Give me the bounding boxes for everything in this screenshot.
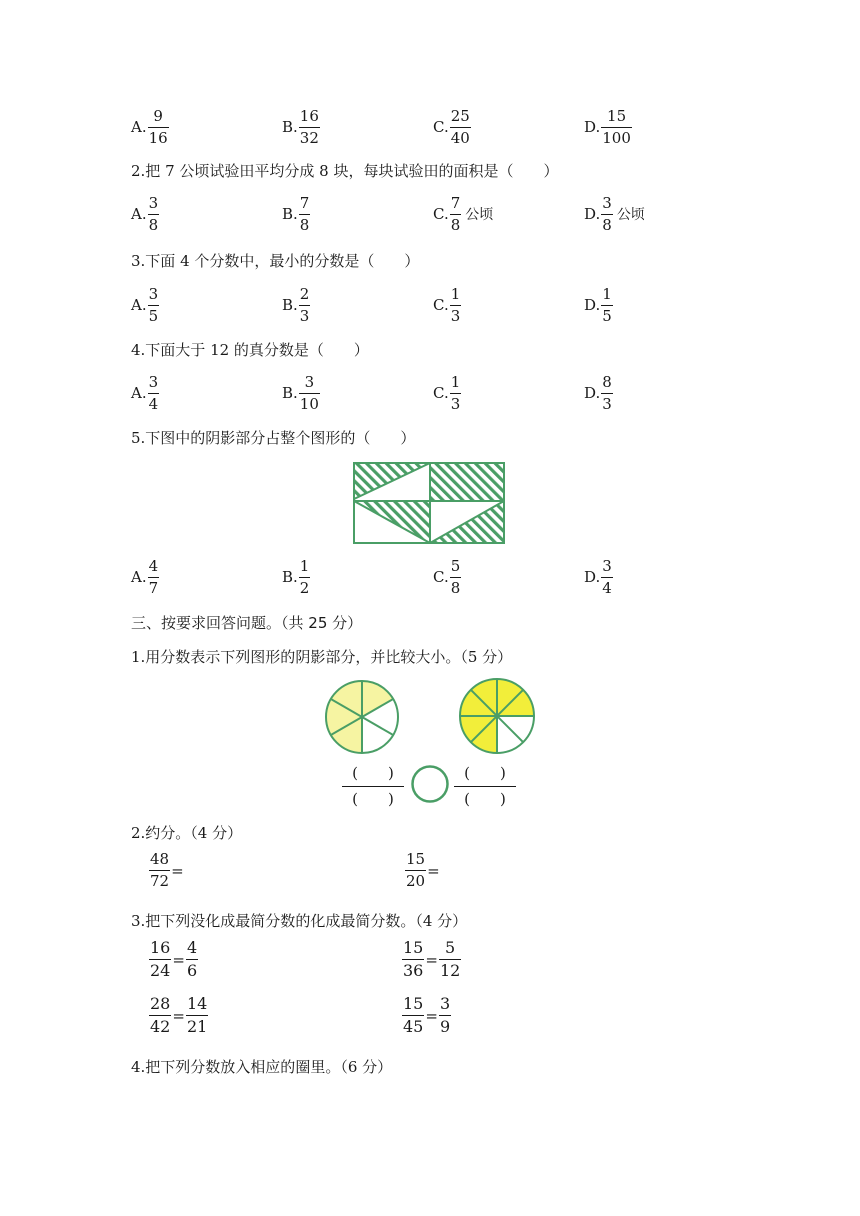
q1-option-b[interactable] — [282, 104, 320, 150]
blank-fraction-left[interactable] — [342, 764, 404, 807]
blank-numerator: ( ) — [464, 764, 506, 782]
option-label: C. — [433, 384, 449, 402]
q4-options — [0, 370, 860, 416]
q2-options — [0, 191, 860, 237]
q4-option-c[interactable] — [433, 370, 461, 416]
reduce-item-1[interactable] — [149, 852, 185, 889]
option-label: A. — [131, 384, 147, 402]
option-fraction: $\frac{1}{3}$ — [450, 284, 461, 325]
fraction: $\frac{15}{45}$ — [403, 994, 424, 1036]
option-label: C. — [433, 296, 449, 314]
q2-text: 2.把 7 公顷试验田平均分成 8 块，每块试验田的面积是（ ） — [131, 162, 559, 180]
option-fraction: $\frac{1}{3}$ — [450, 372, 461, 413]
q1-options — [0, 104, 860, 150]
option-fraction: $\frac{5}{8}$ — [450, 556, 461, 597]
fraction: $\frac{3}{9}$ — [439, 994, 451, 1036]
q4-option-b[interactable] — [282, 370, 320, 416]
option-fraction: $\frac{15}{100}$ — [602, 106, 631, 147]
q3-options — [0, 282, 860, 328]
option-label: D. — [584, 384, 601, 402]
fraction: $\frac{15}{20}$ — [406, 850, 426, 890]
option-fraction: $\frac{3}{4}$ — [148, 372, 159, 413]
option-fraction: $\frac{7}{8}$ — [450, 193, 461, 234]
option-fraction: $\frac{9}{16}$ — [148, 106, 168, 147]
q3-option-c[interactable] — [433, 282, 461, 328]
option-fraction: $\frac{4}{7}$ — [148, 556, 159, 597]
equals-sign: = — [171, 861, 184, 880]
q3-text: 3.下面 4 个分数中，最小的分数是（ ） — [131, 252, 420, 270]
q4-option-d[interactable] — [584, 370, 613, 416]
option-label: C. — [433, 118, 449, 136]
option-unit: 公顷 — [465, 207, 494, 223]
option-label: D. — [584, 296, 601, 314]
blank-fraction-right[interactable] — [454, 764, 516, 807]
simplify-item-4[interactable] — [402, 996, 451, 1035]
fraction: $\frac{16}{24}$ — [150, 938, 171, 980]
q2-option-d[interactable] — [584, 191, 645, 237]
option-label: D. — [584, 118, 601, 136]
fraction: $\frac{28}{42}$ — [150, 994, 171, 1036]
q3-option-a[interactable] — [131, 282, 159, 328]
fraction: $\frac{4}{6}$ — [186, 938, 198, 980]
option-label: B. — [282, 205, 298, 223]
option-label: C. — [433, 568, 449, 586]
circle-figure-right — [456, 675, 538, 757]
simplify-item-2[interactable] — [402, 940, 461, 979]
q5-text: 5.下图中的阴影部分占整个图形的（ ） — [131, 429, 416, 447]
blank-denominator: ( ) — [352, 790, 394, 808]
s3-p2-text: 2.约分。（4 分） — [131, 824, 243, 842]
q4-option-a[interactable] — [131, 370, 159, 416]
s3-p4-text: 4.把下列分数放入相应的圈里。（6 分） — [131, 1058, 393, 1076]
q2-option-c[interactable] — [433, 191, 493, 237]
q4-text: 4.下面大于 12 的真分数是（ ） — [131, 341, 369, 359]
q5-option-b[interactable] — [282, 554, 310, 600]
option-fraction: $\frac{2}{3}$ — [299, 284, 310, 325]
equals-sign: = — [172, 1006, 185, 1025]
option-fraction: $\frac{3}{10}$ — [299, 372, 319, 413]
option-label: A. — [131, 568, 147, 586]
option-label: A. — [131, 205, 147, 223]
section-3-title: 三、按要求回答问题。（共 25 分） — [131, 614, 363, 632]
option-label: B. — [282, 118, 298, 136]
option-label: A. — [131, 296, 147, 314]
fraction: $\frac{5}{12}$ — [439, 938, 461, 980]
q5-options — [0, 554, 860, 600]
option-label: B. — [282, 296, 298, 314]
simplify-item-3[interactable] — [149, 996, 208, 1035]
q1-option-d[interactable] — [584, 104, 632, 150]
reduce-item-2[interactable] — [405, 852, 441, 889]
circle-figure-left — [322, 677, 402, 757]
shaded-rect-top-right — [430, 463, 504, 501]
option-unit: 公顷 — [616, 207, 645, 223]
option-label: B. — [282, 568, 298, 586]
s3-p1-text: 1.用分数表示下列图形的阴影部分，并比较大小。（5 分） — [131, 648, 513, 666]
simplify-item-1[interactable] — [149, 940, 198, 979]
option-fraction: $\frac{1}{2}$ — [299, 556, 310, 597]
equals-sign: = — [425, 950, 438, 969]
option-fraction: $\frac{3}{4}$ — [602, 556, 612, 597]
comparison-circle[interactable] — [410, 764, 450, 804]
q2-option-a[interactable] — [131, 191, 159, 237]
option-fraction: $\frac{16}{32}$ — [299, 106, 319, 147]
blank-numerator: ( ) — [352, 764, 394, 782]
fraction: $\frac{48}{72}$ — [150, 850, 170, 890]
q1-option-a[interactable] — [131, 104, 169, 150]
q3-option-d[interactable] — [584, 282, 613, 328]
option-label: A. — [131, 118, 147, 136]
option-label: D. — [584, 205, 601, 223]
hatched-rectangle-figure — [350, 459, 508, 547]
option-fraction: $\frac{3}{8}$ — [148, 193, 159, 234]
option-fraction: $\frac{8}{3}$ — [602, 372, 612, 413]
q5-option-d[interactable] — [584, 554, 613, 600]
q3-option-b[interactable] — [282, 282, 310, 328]
option-fraction: $\frac{3}{5}$ — [148, 284, 159, 325]
option-label: C. — [433, 205, 449, 223]
q5-option-c[interactable] — [433, 554, 461, 600]
equals-sign: = — [425, 1006, 438, 1025]
option-fraction: $\frac{7}{8}$ — [299, 193, 310, 234]
q1-option-c[interactable] — [433, 104, 471, 150]
blank-denominator: ( ) — [464, 790, 506, 808]
option-label: B. — [282, 384, 298, 402]
q5-option-a[interactable] — [131, 554, 159, 600]
equals-sign: = — [172, 950, 185, 969]
equals-sign: = — [427, 861, 440, 880]
option-fraction: $\frac{1}{5}$ — [602, 284, 612, 325]
fraction: $\frac{15}{36}$ — [403, 938, 424, 980]
option-fraction: $\frac{3}{8}$ — [602, 193, 612, 234]
option-label: D. — [584, 568, 601, 586]
fraction: $\frac{14}{21}$ — [186, 994, 208, 1036]
q2-option-b[interactable] — [282, 191, 310, 237]
option-fraction: $\frac{25}{40}$ — [450, 106, 470, 147]
s3-p3-text: 3.把下列没化成最简分数的化成最简分数。（4 分） — [131, 912, 468, 930]
